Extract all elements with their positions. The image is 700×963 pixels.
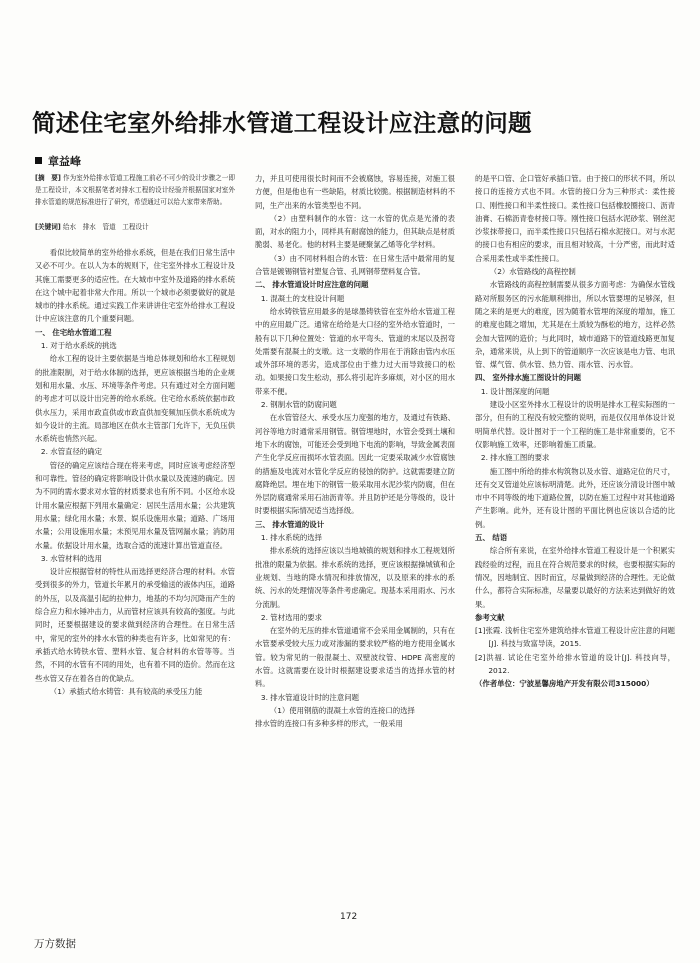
footer-source: 万方数据 xyxy=(34,938,76,950)
paragraph: 管径的确定应该结合现在将来考虑，同时应该考虑经济型和可靠性。管径的确定将影响设计供水量以及流速的确定。因为不同的需水要求对水管的材质要求也有所不同。小区给水设计用水量应根据下列用水量确定：居民生活用水量；公共建筑用水量；绿化用水量；水景、娱乐设施用水量；道路、广场用水量；公用设施用水量；未预见用水量及管网漏水量；消防用水量。依据设计用水量，选取合适的流速计算出管道直径。 xyxy=(35,460,235,550)
text-column-2 xyxy=(255,172,455,908)
section-heading: 四、 室外排水施工图设计的问题 xyxy=(475,373,582,383)
paragraph: 的是平口管、企口管好承插口管。由于接口的形状不同，所以接口的连接方式也不同。水管的接口分为三种形式：柔性接口、刚性接口和半柔性接口。柔性接口包括橡胶圈接口、沥青油膏、石棉沥青卷材接口等。刚性接口包括水泥砂浆、钢丝泥沙浆抹带接口，而半柔性接口只包括石棉水泥接口。对与水泥的接口也有相应的要求，而且相对较高，十分严密，而此时适合采用柔性或半柔性接口。 xyxy=(475,174,675,263)
paragraph: （1）承插式给水铸管：具有较高的承受压力能 xyxy=(49,686,203,696)
paragraph: 建设小区室外排水工程设计的说明是排水工程实际图的一部分，但有的工程没有较完整的说明，而是仅仅用单体设计说明简单代替。设计图对于一个工程的施工是非常重要的，它不仅影响施工效率，还影响着施工质量。 xyxy=(475,400,675,449)
paragraph: （2）由塑料制作的水管：这一水管的优点是光滑的表面，对水的阻力小，同样具有耐腐蚀的能力，但其缺点是材质脆弱、易老化。他的材料主要是硬聚氯乙烯等化学材料。 xyxy=(255,213,455,250)
paragraph: （3）由不同材料组合的水管：在日常生活中最常用的复合管是镀锡钢管衬塑复合管、孔网钢带塑料复合管。 xyxy=(255,253,455,277)
keywords xyxy=(35,221,235,233)
subsection-heading: 1. 对于给水系统的挑选 xyxy=(40,341,117,351)
paragraph: 设计应根据管材的特性从而选择更经济合理的材料。水管受到很多的外力，管道长年累月的承受输送的液体内压，道路的外压，以及高温引起的拉伸力，地基的不均匀沉降而产生的综合应力和水锤冲击力，从而管材应该具有较高的强度。与此同时，还要根据建设的要求做到经济的合理性。在日常生活中，常见的室外的排水水管的种类也有许多，比如常见的有：承插式给水铸铁水管、塑料水管、复合材料的水管等等。当然，不同的水管有不同的用处，也有着不同的造价。然而在这些水管又存在着各自的优缺点。 xyxy=(35,567,235,683)
paragraph: 施工图中所给的排水构筑物以及水管、道路定位的尺寸，还有交叉管道处应该标明清楚。此外，还应该分清设计图中城市中不同等级的地下道路位置，以防在施工过程中对其他道路产生影响。此外，还有设计图的平面比例也应该以合适的比例。 xyxy=(475,466,675,529)
paragraph: 看似比较简单的室外给排水系统，但是在我们日常生活中又必不可少。在以人为本的规则下，住宅室外排水工程设计及其施工需要更多的适应性。在大城市中室外及道路的排水系统在这个城中起着非常大作用。所以一个城市必须要做好的就是城市的排水系统。通过实践工作来讲讲住宅室外给排水工程设计中应该注意的几个重要问题。 xyxy=(35,248,235,324)
paragraph: （2）水管路线的高程控制 xyxy=(489,267,576,277)
subsection-heading: 2. 钢制水管的防腐问题 xyxy=(260,400,337,410)
author-affiliation: （作者单位：宁波星馨房地产开发有限公司315000） xyxy=(475,679,654,689)
paragraph: 排水系统的选择应该以当地城镇的规划和排水工程规划所批准的限量为依据。排水系统的选择，更应该根据操城镇和企业规划、当地的降水情况和排放情况，以及原来的排水的系统、污水的处理情况等条件考虑确定。现基本采用雨水、污水分流制。 xyxy=(255,546,455,609)
paragraph: 综合所有来说，在室外给排水管道工程设计是一个积累实践经验的过程，而且在符合规范要求的时候，也要根据实际的情况，因地制宜、因时而宜，尽量做到经济的合理性。无论做什么，都符合实际标准，尽量要以最好的方法来达到做好的效果。 xyxy=(475,546,675,609)
abstract-label: [摘 要] xyxy=(35,174,61,182)
paragraph: 给水工程的设计主要依据是当地总体规划和给水工程规划的批准限制，对于给水体制的选择，更应该根据当地的企业规划和用水量、水压、环境等条件考虑。只有通过对全方面问题的考虑才可以设计出完善的给水系统。住宅给水系统依据市政供水压力，采用市政直供或市政直供加变频加压供水系统成为如今设计的主流。局部地区在供水主管部门允许下，无负压供水系统也悄然兴起。 xyxy=(35,354,235,444)
paragraph: 给水铸铁管应用最多的是球墨铸铁管在室外给水管道工程中的应用最广泛。通常在给给是大口径的室外给水管道时，一般有以下几种位置处：管道的水平弯头、管道的末尾以及拐弯处需要有混凝土的支墩。这一支墩的作用在于消除由管内水压或外部环境的恶劣，造成部位由于推力过大而导致接口的松动。如果接口发生松动，那么将引起许多麻烦，对小区的用水带来不便。 xyxy=(255,306,455,396)
paragraph: 在水管管径大、承受水压力度强的地方，及通过有铁路、河谷等地方时通常采用钢管。钢管埋地时，水管会受到土壤和地下水的腐蚀，可能还会受到地下电流的影响，导致金属表面产生化学反应而损坏水管表面。因此一定要采取减少水管腐蚀的措施及电流对水管化学反应的侵蚀的防护。这就需要建立防腐降绝层。埋在地下的钢管一般采取用水泥沙浆内防腐，但在外层防腐通常采用石油沥青等。并且防护还是分等级的，设计时要根据实际情况适当选择级。 xyxy=(255,413,455,516)
paragraph: 在室外的无压的排水管道通常不会采用金属制的，只有在水管要承受较大压力或对渗漏的要求较严格的地方使用金属水管。较为常见的一般混凝土、双壁波纹管、HDPE 高密度的水管。这就需要在设计时根据建设要求适当的选择水管的材料。 xyxy=(255,626,455,689)
paragraph: 水管路线的高程控制需要从很多方面考虑：为确保水管线路对所服务区的污水能顺利排出，所以水管要埋的足够深，但随之来的是更大的难度，因为随着水管埋的深度的增加，施工的难度也随之增加，尤其是在土质较为酥松的地方，这样必然会加大管网的造价；与此同时，城市道路下的管道线路更加复杂，通常来说，从上到下的管道顺序一次应该是电力管、电讯管、煤气管、供水管、热力管、雨水管、污水管。 xyxy=(475,280,675,370)
text-column-1 xyxy=(35,172,235,908)
keywords-text: 给水 排水 管道 工程设计 xyxy=(62,223,149,231)
abstract-text: 作为室外给排水管道工程施工前必不可少的设计步骤之一即是工程设计，本文根据笔者对排水工程的设计经验并根据国家对室外排水管道的规范标准进行了研究，希望通过可以给大家带来帮助。 xyxy=(35,174,235,206)
paragraph: （1）使用钢筋的混凝土水管的连接口的选择 xyxy=(269,705,415,715)
abstract xyxy=(35,172,235,208)
subsection-heading: 2. 水管直径的确定 xyxy=(40,447,103,457)
paragraph: 力，并且可使用很长时间而不会被腐蚀，容易连接，对施工很方便，但是他也有一些缺陷，材质比较脆。根据制造材料的不同，生产出来的水管类型也不同。 xyxy=(255,174,455,210)
reference-item: [2]洪福. 试论住宅室外给排水管道的设计[J]. 科技向导，2012. xyxy=(475,652,675,675)
section-heading: 一、 住宅给水管道工程 xyxy=(35,327,112,337)
paper-title: 简述住宅室外给排水管道工程设计应注意的问题 xyxy=(32,109,532,137)
subsection-heading: 1. 混凝土的支柱设计问题 xyxy=(260,293,345,303)
subsection-heading: 3. 水管材料的选用 xyxy=(40,553,103,563)
subsection-heading: 2. 管材选用的要求 xyxy=(260,612,323,622)
paragraph: 排水管的连接口有多种多样的形式，一般采用 xyxy=(255,719,403,729)
section-heading: 三、 排水管道的设计 xyxy=(255,519,325,529)
keywords-label: [关键词] xyxy=(35,223,61,231)
section-heading: 五、 结语 xyxy=(475,533,508,543)
subsection-heading: 3. 排水管道设计时的注意问题 xyxy=(260,692,359,702)
references-heading: 参考文献 xyxy=(475,612,505,622)
reference-item: [1]张霞. 浅析住宅室外建筑给排水管道工程设计应注意的问题[J]. 科技与致富导读，2015. xyxy=(475,626,675,649)
author-name: 章益峰 xyxy=(48,155,81,168)
subsection-heading: 2. 排水施工图的要求 xyxy=(480,453,550,463)
text-column-3 xyxy=(475,172,675,908)
author-bullet xyxy=(35,157,42,164)
author-line xyxy=(35,153,81,169)
subsection-heading: 1. 设计图深度的问题 xyxy=(480,386,550,396)
subsection-heading: 1. 排水系统的选择 xyxy=(260,533,323,543)
section-heading: 二、 排水管道设计时应注意的问题 xyxy=(255,280,369,290)
page-number: 172 xyxy=(340,912,358,922)
